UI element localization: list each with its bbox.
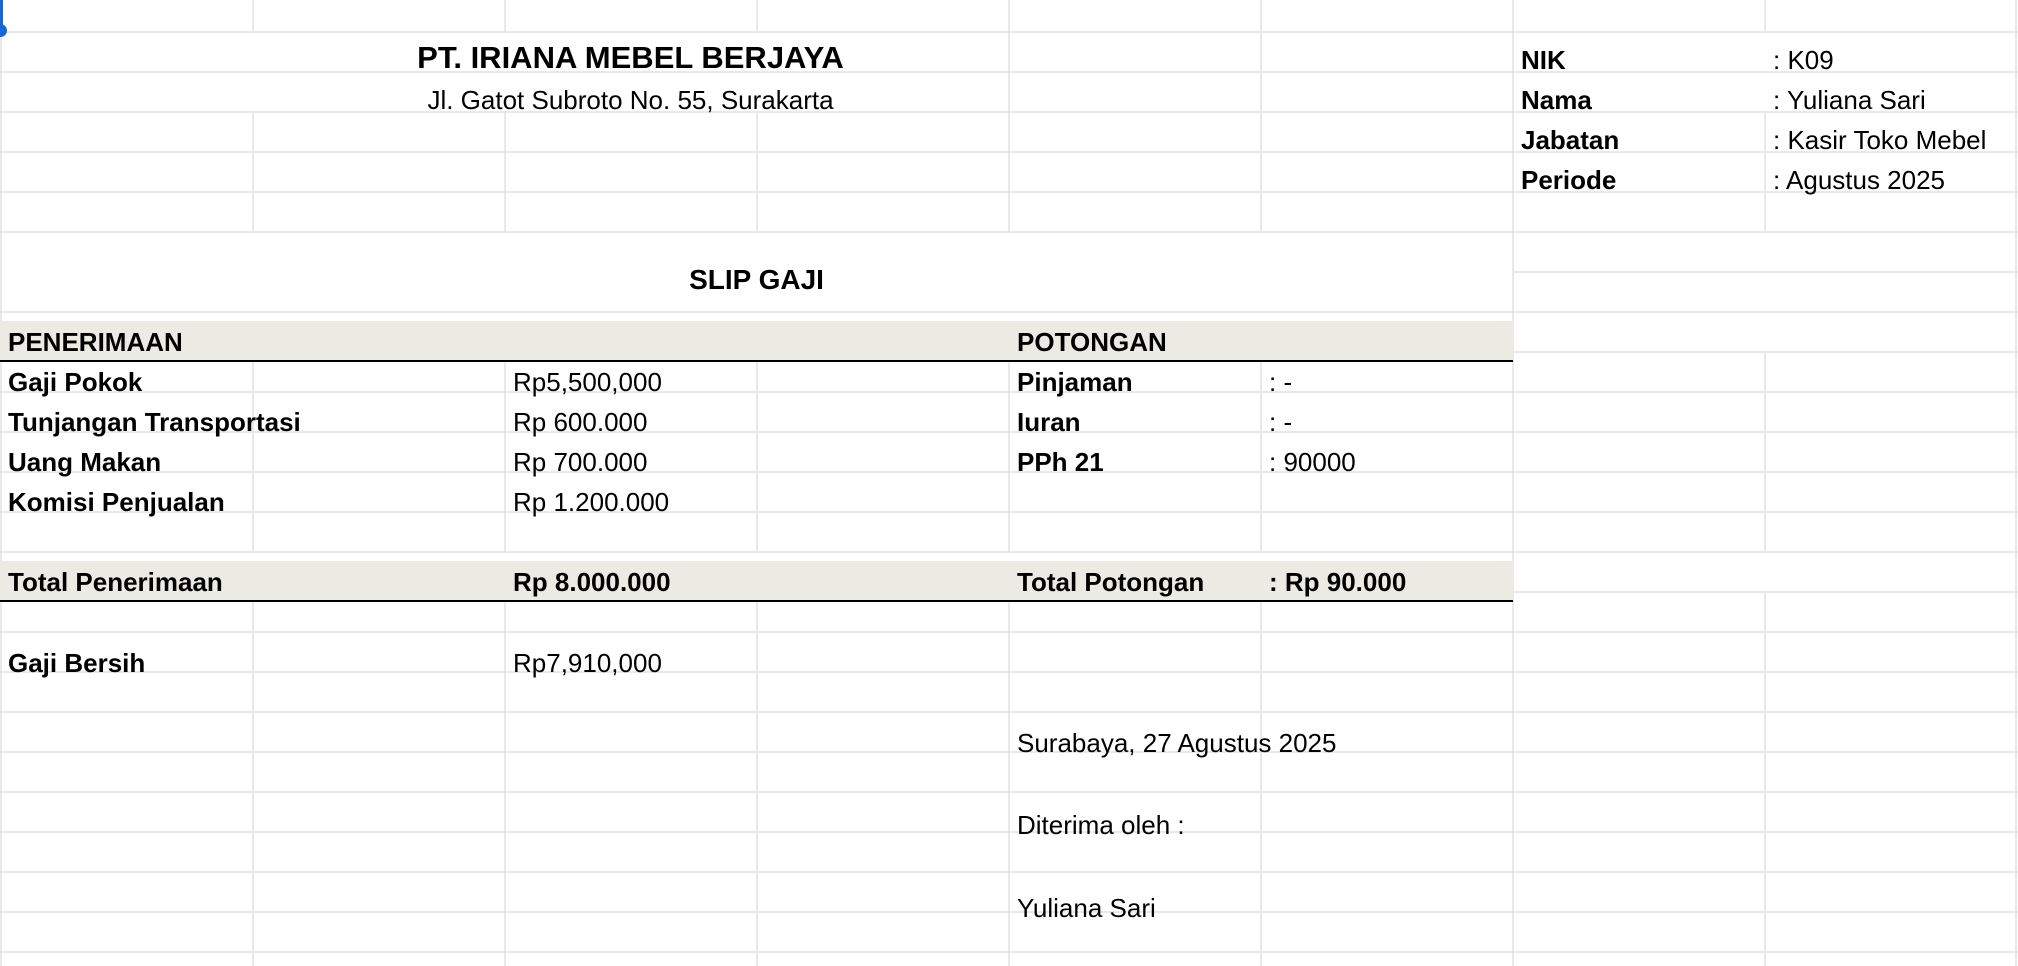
penerimaan-item-label: Komisi Penjualan xyxy=(8,487,225,517)
periode-label: Periode xyxy=(1521,165,1617,195)
signature-name: Yuliana Sari xyxy=(1017,893,1156,923)
potongan-item-value: : - xyxy=(1269,407,1293,437)
total-potongan-value: : Rp 90.000 xyxy=(1269,567,1407,597)
company-address: Jl. Gatot Subroto No. 55, Surakarta xyxy=(427,85,834,115)
gaji-bersih-label: Gaji Bersih xyxy=(8,648,146,678)
nama-value: : Yuliana Sari xyxy=(1773,85,1926,115)
potongan-item-value: : 90000 xyxy=(1269,447,1356,477)
nama-label: Nama xyxy=(1521,85,1592,115)
penerimaan-item-value: Rp 600.000 xyxy=(513,407,648,437)
total-penerimaan-label: Total Penerimaan xyxy=(8,567,223,597)
slip-title: SLIP GAJI xyxy=(689,264,824,295)
penerimaan-item-value: Rp 700.000 xyxy=(513,447,648,477)
penerimaan-header: PENERIMAAN xyxy=(8,327,183,357)
gaji-bersih-value: Rp7,910,000 xyxy=(513,648,662,678)
penerimaan-potongan-header-band xyxy=(0,321,1513,361)
penerimaan-item-value: Rp5,500,000 xyxy=(513,367,662,397)
jabatan-value: : Kasir Toko Mebel xyxy=(1773,125,1987,155)
potongan-item-value: : - xyxy=(1269,367,1293,397)
penerimaan-item-label: Uang Makan xyxy=(8,447,162,477)
potongan-item-label: Iuran xyxy=(1017,407,1081,437)
potongan-item-label: PPh 21 xyxy=(1017,447,1104,477)
jabatan-label: Jabatan xyxy=(1521,125,1620,155)
potongan-item-label: Pinjaman xyxy=(1017,367,1133,397)
total-potongan-label: Total Potongan xyxy=(1017,567,1205,597)
penerimaan-item-label: Tunjangan Transportasi xyxy=(8,407,301,437)
penerimaan-item-value: Rp 1.200.000 xyxy=(513,487,670,517)
total-penerimaan-value: Rp 8.000.000 xyxy=(513,567,671,597)
potongan-header: POTONGAN xyxy=(1017,327,1167,357)
periode-value: : Agustus 2025 xyxy=(1773,165,1946,195)
signature-place-date: Surabaya, 27 Agustus 2025 xyxy=(1017,728,1337,758)
company-name: PT. IRIANA MEBEL BERJAYA xyxy=(417,40,844,75)
nik-value: : K09 xyxy=(1773,45,1834,75)
nik-label: NIK xyxy=(1521,45,1566,75)
penerimaan-item-label: Gaji Pokok xyxy=(8,367,143,397)
signature-received-by: Diterima oleh : xyxy=(1017,810,1185,840)
